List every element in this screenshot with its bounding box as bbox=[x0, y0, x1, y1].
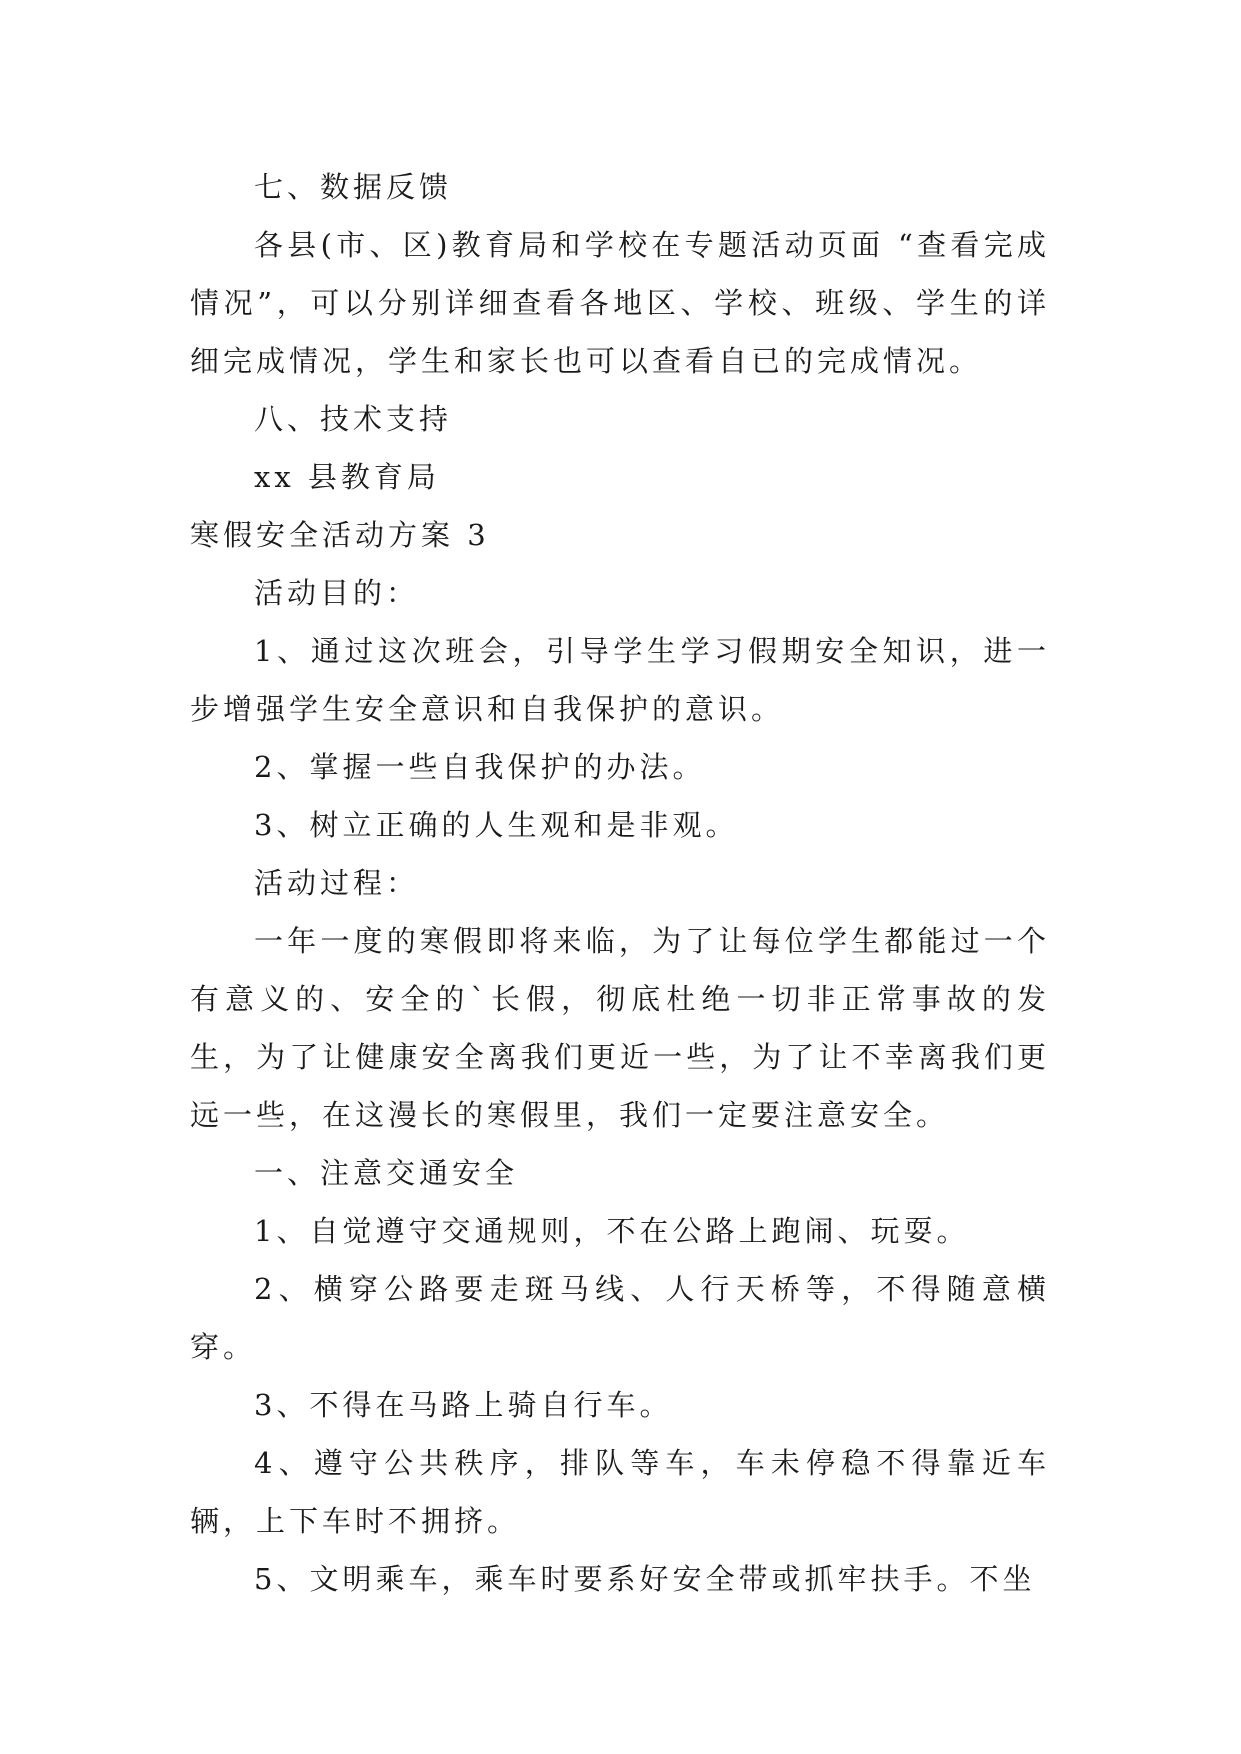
traffic-item-3: 3、不得在马路上骑自行车。 bbox=[254, 1388, 673, 1422]
process-title: 活动过程： bbox=[254, 866, 420, 900]
document-body bbox=[190, 158, 1050, 1608]
purpose-item-3: 3、树立正确的人生观和是非观。 bbox=[254, 808, 739, 842]
traffic-item-2: 2、横穿公路要走斑马线、人行天桥等，不得随意横穿。 bbox=[190, 1272, 1050, 1364]
purpose-item-2: 2、掌握一些自我保护的办法。 bbox=[254, 750, 706, 784]
issuer-line: xx 县教育局 bbox=[254, 460, 440, 494]
traffic-item-4: 4、遵守公共秩序，排队等车，车未停稳不得靠近车辆，上下车时不拥挤。 bbox=[190, 1446, 1050, 1538]
section-7-body: 各县(市、区)教育局和学校在专题活动页面 “查看完成情况”，可以分别详细查看各地区、学校、班级、学生的详细完成情况，学生和家长也可以查看自已的完成情况。 bbox=[190, 228, 1050, 378]
process-intro: 一年一度的寒假即将来临，为了让每位学生都能过一个有意义的、安全的`长假，彻底杜绝一切非正常事故的发生，为了让健康安全离我们更近一些，为了让不幸离我们更远一些，在这漫长的寒假里，我们一定要注意安全。 bbox=[190, 924, 1050, 1132]
traffic-item-1: 1、自觉遵守交通规则，不在公路上跑闹、玩耍。 bbox=[254, 1214, 970, 1248]
plan-title: 寒假安全活动方案 3 bbox=[190, 518, 490, 552]
section-7-title: 七、数据反馈 bbox=[254, 170, 453, 204]
section-8-title: 八、技术支持 bbox=[254, 402, 453, 436]
purpose-title: 活动目的： bbox=[254, 576, 420, 610]
purpose-item-1: 1、通过这次班会，引导学生学习假期安全知识，进一步增强学生安全意识和自我保护的意识。 bbox=[190, 634, 1050, 726]
traffic-safety-title: 一、注意交通安全 bbox=[254, 1156, 519, 1190]
traffic-item-5: 5、文明乘车，乘车时要系好安全带或抓牢扶手。不坐 bbox=[254, 1562, 1036, 1596]
